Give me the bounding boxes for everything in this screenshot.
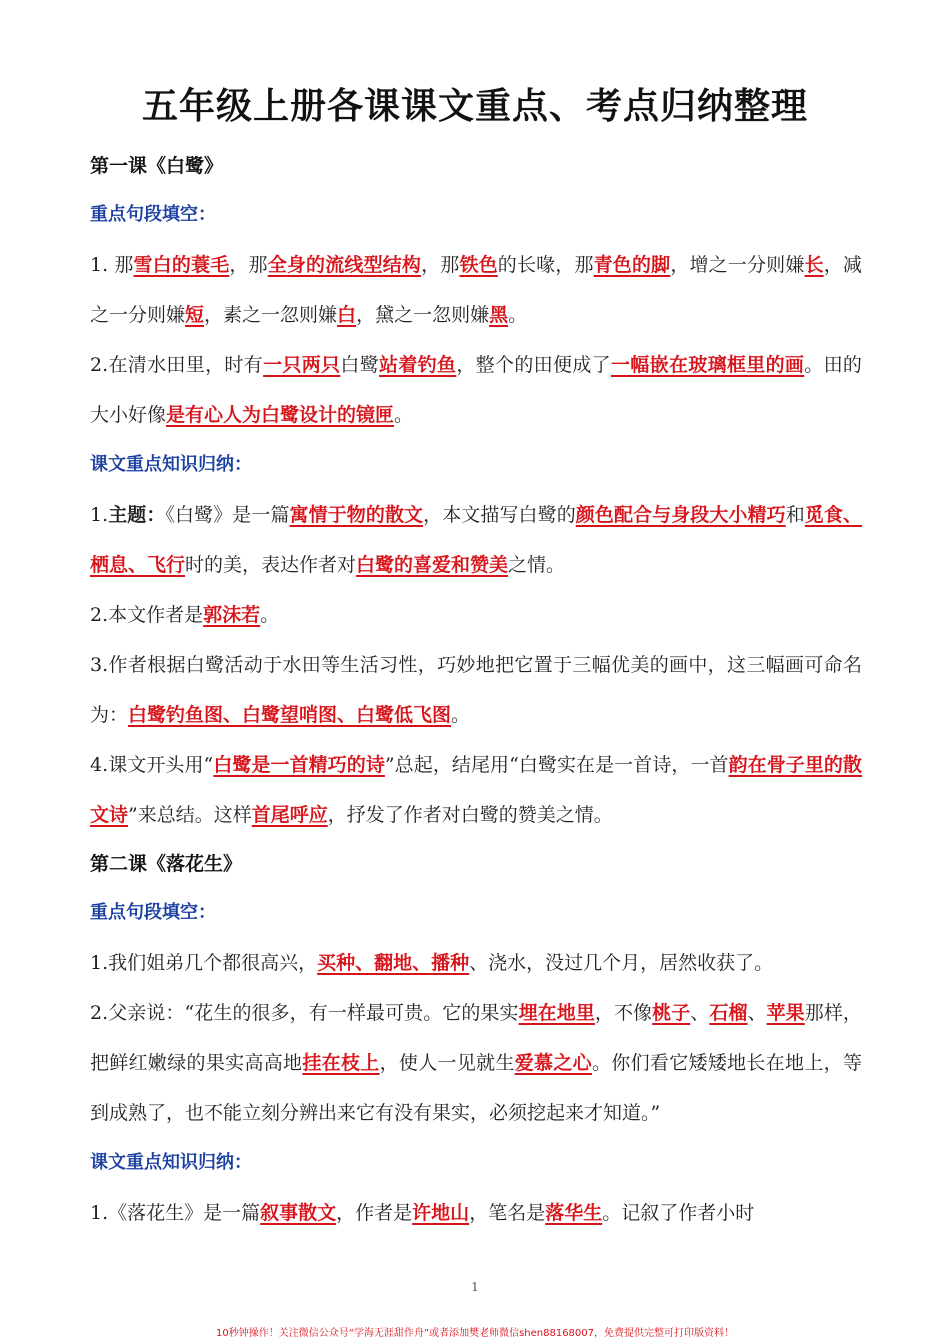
lesson-1-knowledge-2: 2.本文作者是郭沫若。	[90, 604, 280, 626]
key-phrase: 是有心人为白鹭设计的镜匣	[166, 404, 395, 426]
key-phrase: 颜色配合与身段大小精巧	[575, 504, 786, 526]
key-phrase: 铁色	[459, 254, 498, 276]
key-phrase: 黑	[489, 304, 509, 326]
lesson-1-knowledge-1: 1.主题：《白鹭》是一篇寓情于物的散文，本文描写白鹭的颜色配合与身段大小精巧和觅食、栖息、飞行时的美，表达作者对白鹭的喜爱和赞美之情。	[90, 504, 862, 576]
key-phrase: 一只两只	[263, 354, 341, 376]
page-title: 五年级上册各课课文重点、考点归纳整理	[141, 86, 808, 127]
key-phrase: 挂在枝上	[302, 1052, 380, 1074]
lesson-1-heading: 第一课《白鹭》	[90, 155, 224, 177]
lesson-2-sentence-1: 1.我们姐弟几个都很高兴，买种、翻地、播种、浇水，没过几个月，居然收获了。	[90, 952, 774, 974]
key-phrase: 落华生	[545, 1202, 603, 1224]
key-phrase: 白鹭钓鱼图、白鹭望哨图、白鹭低飞图	[128, 704, 452, 726]
key-phrase: 韵在骨子里的散文诗	[90, 754, 862, 826]
lesson-1-fill-heading: 重点句段填空：	[90, 204, 216, 225]
key-phrase: 寓情于物的散文	[289, 504, 424, 526]
key-phrase: 觅食、栖息、飞行	[90, 504, 862, 576]
key-phrase: 埋在地里	[518, 1002, 595, 1024]
key-phrase: 雪白的蓑毛	[133, 254, 230, 276]
lesson-1-knowledge-3: 3.作者根据白鹭活动于水田等生活习性，巧妙地把它置于三幅优美的画中，这三幅画可命名为：白鹭钓鱼图、白鹭望哨图、白鹭低飞图。	[90, 654, 862, 726]
lesson-2-heading: 第二课《落花生》	[90, 853, 243, 875]
lesson-2-fill-heading: 重点句段填空：	[90, 902, 216, 923]
key-phrase: 爱慕之心	[514, 1052, 592, 1074]
lesson-1-knowledge-4: 4.课文开头用“白鹭是一首精巧的诗”总起，结尾用“白鹭实在是一首诗，一首韵在骨子里的散文诗”来总结。这样首尾呼应，抒发了作者对白鹭的赞美之情。	[90, 754, 862, 826]
lesson-2-sentence-2: 2.父亲说：“花生的很多，有一样最可贵。它的果实埋在地里，不像桃子、石榴、苹果那样，把鲜红嫩绿的果实高高地挂在枝上，使人一见就生爱慕之心。你们看它矮矮地长在地上，等到成熟了，也不能立刻分辨出来它有没有果实，必须挖起来才知道。”	[90, 1002, 862, 1124]
key-phrase: 白鹭的喜爱和赞美	[356, 554, 509, 576]
key-phrase: 首尾呼应	[251, 804, 328, 826]
lesson-2-knowledge-heading: 课文重点知识归纳：	[90, 1152, 252, 1173]
lesson-1-sentence-2: 2.在清水田里，时有一只两只白鹭站着钓鱼，整个的田便成了一幅嵌在玻璃框里的画。田的大小好像是有心人为白鹭设计的镜匣。	[90, 354, 862, 426]
key-phrase: 短	[185, 304, 205, 326]
page-number: 1	[471, 1280, 479, 1294]
key-phrase: 全身的流线型结构	[267, 254, 422, 276]
lesson-2-knowledge-1: 1.《落花生》是一篇叙事散文，作者是许地山，笔名是落华生。记叙了作者小时	[90, 1202, 755, 1224]
key-phrase: 白	[337, 304, 357, 326]
lesson-1-knowledge-heading: 课文重点知识归纳：	[90, 454, 252, 475]
lesson-1-sentence-1: 1. 那雪白的蓑毛，那全身的流线型结构，那铁色的长喙，那青色的脚，增之一分则嫌长，减之一分则嫌短，素之一忽则嫌白，黛之一忽则嫌黑。	[90, 254, 862, 326]
key-phrase: 石榴	[709, 1002, 748, 1024]
key-phrase: 青色的脚	[593, 254, 671, 276]
key-phrase: 苹果	[766, 1002, 805, 1024]
footer-notice: 10秒钟操作！关注微信公众号“学海无涯甜作舟”或者添加樊老师微信shen88168007，免费提供完整可打印版资料！	[215, 1328, 735, 1339]
key-phrase: 白鹭是一首精巧的诗	[213, 754, 385, 776]
key-phrase: 买种、翻地、播种	[317, 952, 470, 974]
key-phrase: 叙事散文	[260, 1202, 337, 1224]
content	[90, 142, 862, 1238]
key-phrase: 桃子	[652, 1002, 691, 1024]
key-phrase: 站着钓鱼	[379, 354, 457, 376]
key-phrase: 郭沫若	[203, 604, 261, 626]
key-phrase: 许地山	[412, 1202, 470, 1224]
key-phrase: 长	[804, 254, 824, 276]
key-phrase: 一幅嵌在玻璃框里的画	[610, 354, 805, 376]
